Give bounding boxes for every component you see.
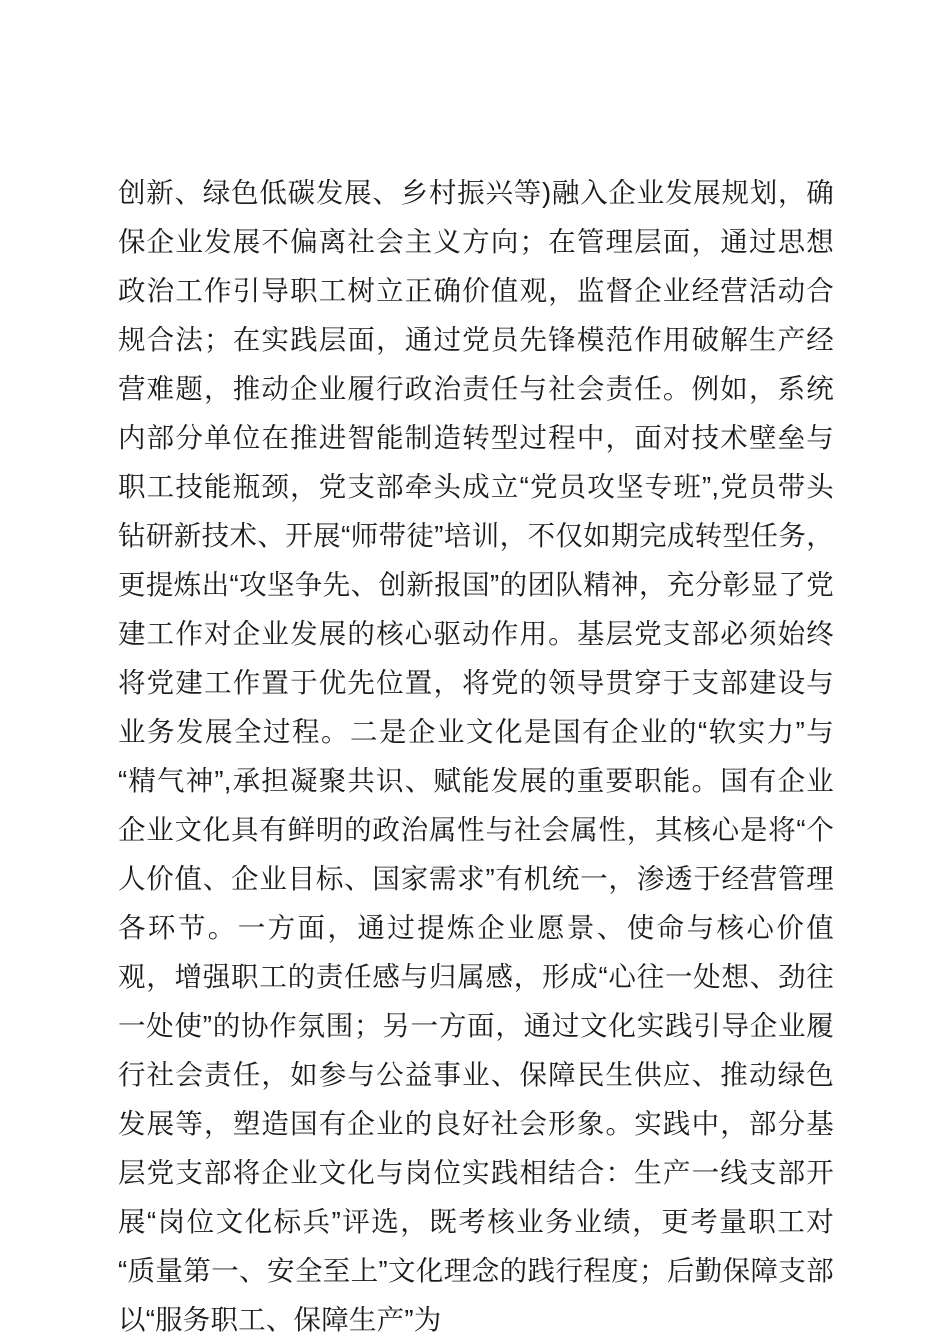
document-body-paragraph: 创新、绿色低碳发展、乡村振兴等)融入企业发展规划，确保企业发展不偏离社会主义方向；在管理层面，通过思想政治工作引导职工树立正确价值观，监督企业经营活动合规合法；在实践层面，通过党员先锋模范作用破解生产经营难题，推动企业履行政治责任与社会责任。例如，系统内部分单位在推进智能制造转型过程中，面对技术壁垒与职工技能瓶颈，党支部牵头成立“党员攻坚专班”,党员带头钻研新技术、开展“师带徒”培训，不仅如期完成转型任务，更提炼出“攻坚争先、创新报国”的团队精神，充分彰显了党建工作对企业发展的核心驱动作用。基层党支部必须始终将党建工作置于优先位置，将党的领导贯穿于支部建设与业务发展全过程。二是企业文化是国有企业的“软实力”与“精气神”,承担凝聚共识、赋能发展的重要职能。国有企业企业文化具有鲜明的政治属性与社会属性，其核心是将“个人价值、企业目标、国家需求”有机统一，渗透于经营管理各环节。一方面，通过提炼企业愿景、使命与核心价值观，增强职工的责任感与归属感，形成“心往一处想、劲往一处使”的协作氛围；另一方面，通过文化实践引导企业履行社会责任，如参与公益事业、保障民生供应、推动绿色发展等，塑造国有企业的良好社会形象。实践中，部分基层党支部将企业文化与岗位实践相结合：生产一线支部开展“岗位文化标兵”评选，既考核业务业绩，更考量职工对“质量第一、安全至上”文化理念的践行程度；后勤保障支部以“服务职工、保障生产”为 bbox=[118, 177, 834, 1335]
